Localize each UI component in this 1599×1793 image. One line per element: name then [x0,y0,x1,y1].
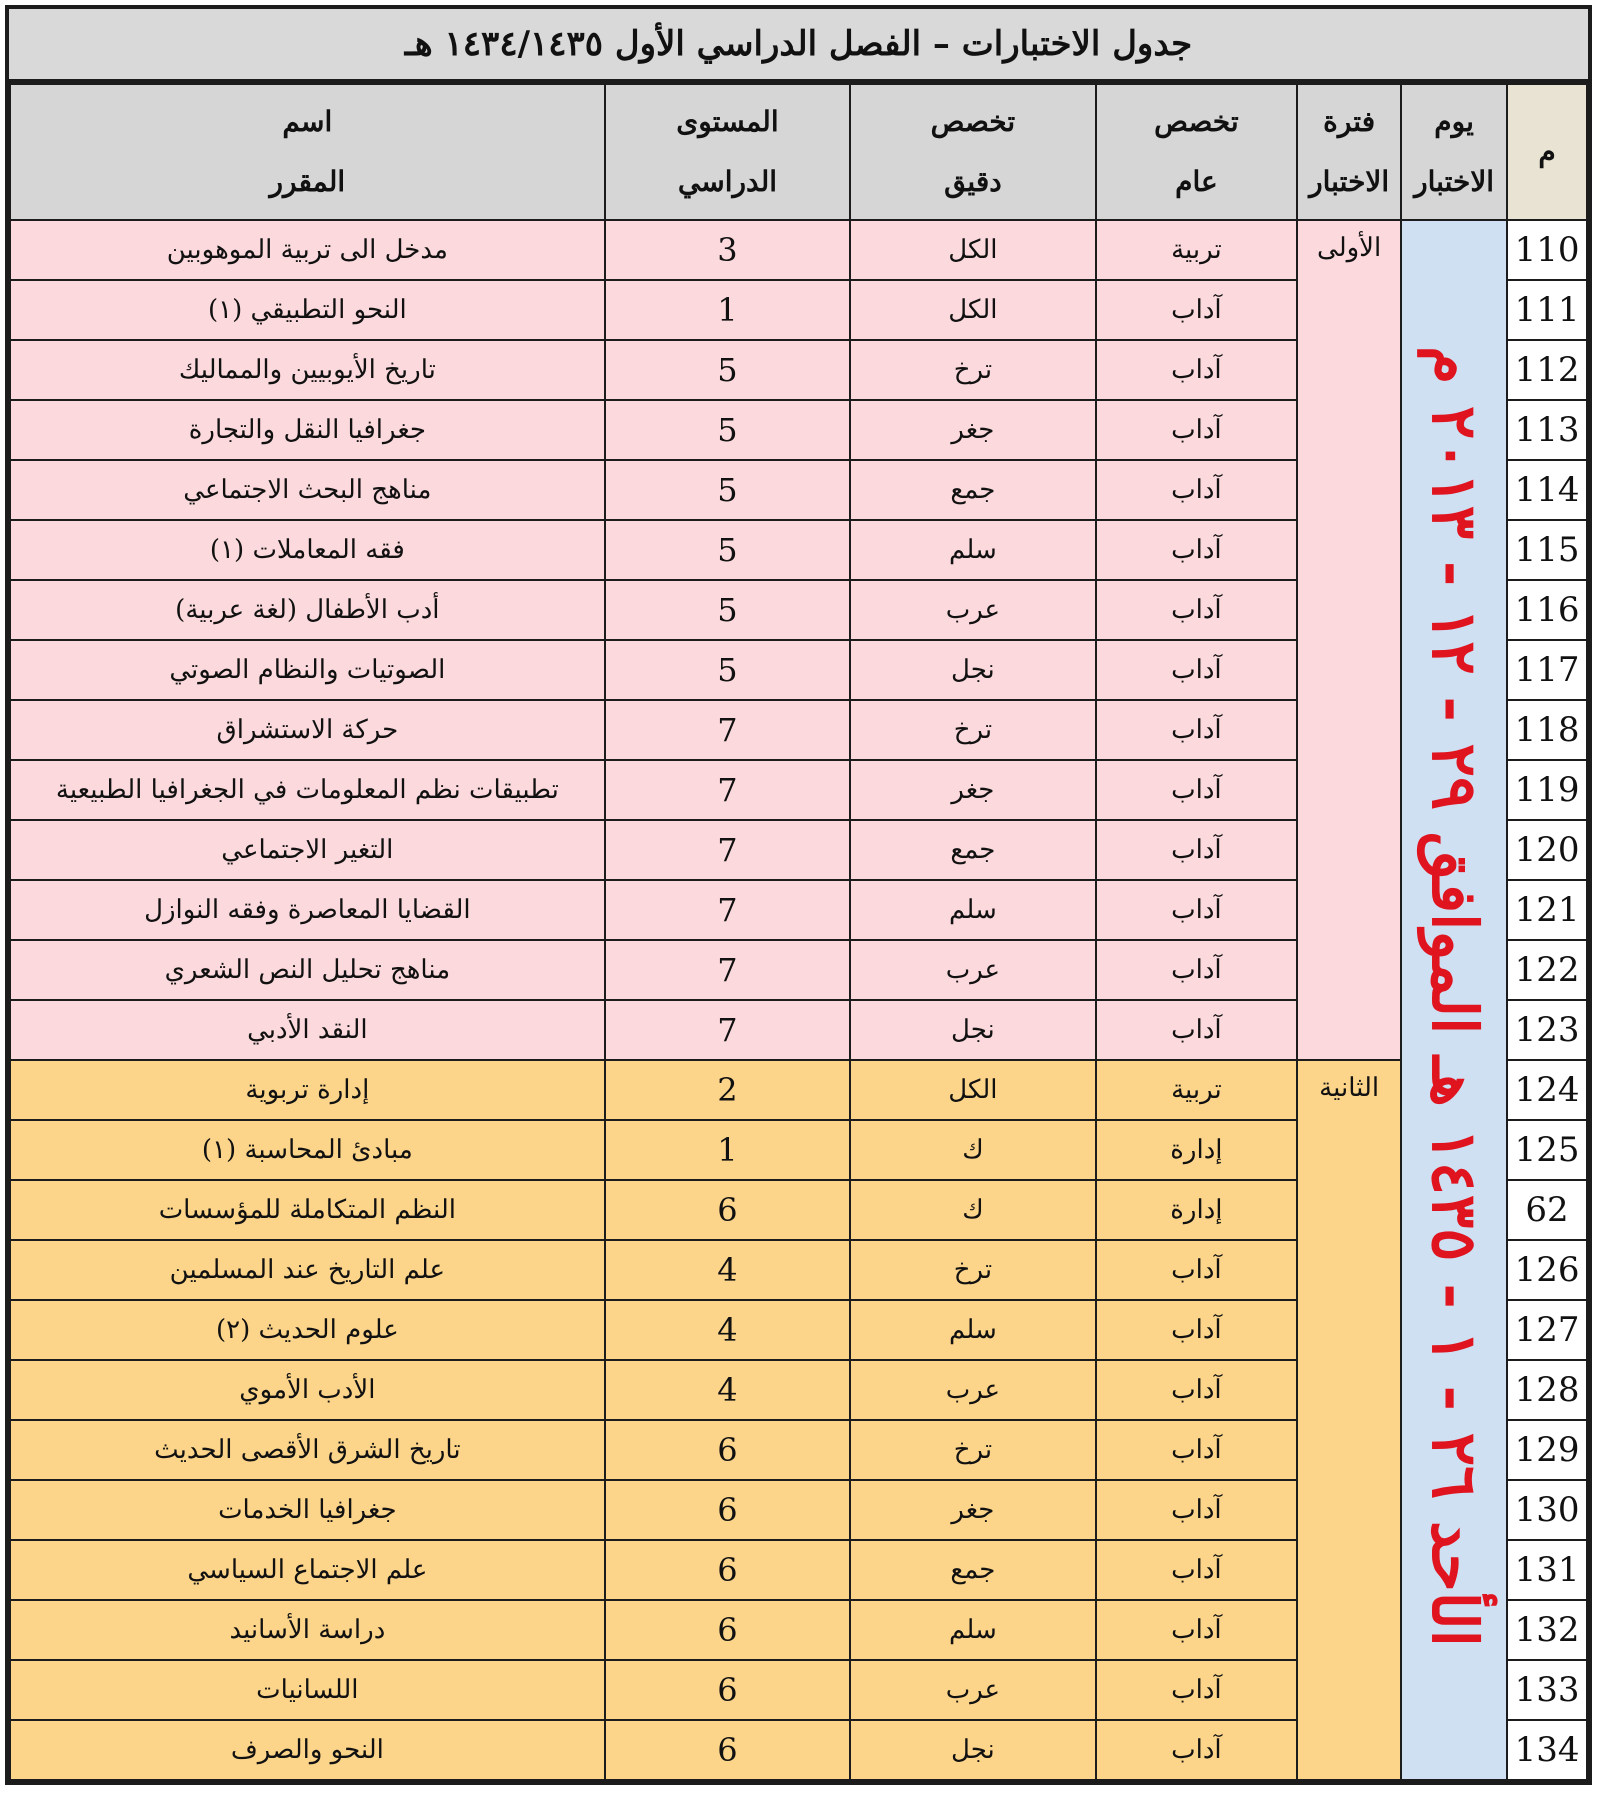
table-row [10,220,1587,280]
general-specialty: آداب [1096,880,1298,940]
row-number: 123 [1507,1000,1587,1060]
general-specialty: آداب [1096,280,1298,340]
specific-specialty: جمع [850,820,1095,880]
row-number: 110 [1507,220,1587,280]
header-num: م [1507,84,1587,220]
exam-day-date: الأحد ٢٦ - ١ - ١٤٣٥ هـ الموافق ٢٩ - ١٢ - ٢٠١٣ م [1418,346,1492,1647]
specific-specialty: ك [850,1120,1095,1180]
row-number: 113 [1507,400,1587,460]
course-name: أدب الأطفال (لغة عربية) [10,580,605,640]
specific-specialty: سلم [850,1300,1095,1360]
row-number: 119 [1507,760,1587,820]
course-name: مبادئ المحاسبة (١) [10,1120,605,1180]
general-specialty: تربية [1096,1060,1298,1120]
row-number: 116 [1507,580,1587,640]
specific-specialty: سلم [850,520,1095,580]
course-name: جغرافيا النقل والتجارة [10,400,605,460]
specific-specialty: جمع [850,1540,1095,1600]
study-level: 4 [605,1240,850,1300]
course-name: القضايا المعاصرة وفقه النوازل [10,880,605,940]
general-specialty: آداب [1096,940,1298,1000]
specific-specialty: جمع [850,460,1095,520]
specific-specialty: الكل [850,220,1095,280]
specific-specialty: عرب [850,1360,1095,1420]
specific-specialty: الكل [850,280,1095,340]
specific-specialty: سلم [850,880,1095,940]
row-number: 128 [1507,1360,1587,1420]
general-specialty: تربية [1096,220,1298,280]
study-level: 7 [605,1000,850,1060]
study-level: 2 [605,1060,850,1120]
course-name: الأدب الأموي [10,1360,605,1420]
study-level: 7 [605,940,850,1000]
study-level: 1 [605,1120,850,1180]
specific-specialty: ترخ [850,340,1095,400]
course-name: دراسة الأسانيد [10,1600,605,1660]
course-name: علوم الحديث (٢) [10,1300,605,1360]
specific-specialty: ك [850,1180,1095,1240]
general-specialty: آداب [1096,460,1298,520]
course-name: حركة الاستشراق [10,700,605,760]
course-name: تطبيقات نظم المعلومات في الجغرافيا الطبيعية [10,760,605,820]
study-level: 4 [605,1300,850,1360]
period-second: الثانية [1297,1060,1401,1780]
specific-specialty: نجل [850,640,1095,700]
course-name: اللسانيات [10,1660,605,1720]
course-name: مدخل الى تربية الموهوبين [10,220,605,280]
general-specialty: آداب [1096,340,1298,400]
specific-specialty: عرب [850,580,1095,640]
row-number: 124 [1507,1060,1587,1120]
study-level: 7 [605,880,850,940]
general-specialty: آداب [1096,1660,1298,1720]
specific-specialty: ترخ [850,700,1095,760]
study-level: 6 [605,1420,850,1480]
specific-specialty: نجل [850,1000,1095,1060]
header-period: فترة الاختبار [1297,84,1401,220]
row-number: 132 [1507,1600,1587,1660]
general-specialty: آداب [1096,1720,1298,1780]
row-number: 62 [1507,1180,1587,1240]
row-number: 117 [1507,640,1587,700]
general-specialty: آداب [1096,700,1298,760]
header-level: المستوى الدراسي [605,84,850,220]
general-specialty: آداب [1096,1420,1298,1480]
row-number: 131 [1507,1540,1587,1600]
course-name: النقد الأدبي [10,1000,605,1060]
row-number: 133 [1507,1660,1587,1720]
exam-day-cell [1401,220,1507,1780]
course-name: علم الاجتماع السياسي [10,1540,605,1600]
course-name: إدارة تربوية [10,1060,605,1120]
course-name: التغير الاجتماعي [10,820,605,880]
study-level: 7 [605,700,850,760]
table-row [10,1060,1587,1120]
specific-specialty: ترخ [850,1240,1095,1300]
study-level: 6 [605,1600,850,1660]
row-number: 112 [1507,340,1587,400]
row-number: 118 [1507,700,1587,760]
row-number: 134 [1507,1720,1587,1780]
specific-specialty: عرب [850,940,1095,1000]
row-number: 114 [1507,460,1587,520]
study-level: 1 [605,280,850,340]
study-level: 5 [605,340,850,400]
course-name: النظم المتكاملة للمؤسسات [10,1180,605,1240]
table-body [10,220,1587,1780]
row-number: 121 [1507,880,1587,940]
study-level: 6 [605,1720,850,1780]
header-specific: تخصص دقيق [850,84,1095,220]
general-specialty: آداب [1096,580,1298,640]
exam-schedule-sheet [5,5,1592,1785]
course-name: مناهج البحث الاجتماعي [10,460,605,520]
course-name: جغرافيا الخدمات [10,1480,605,1540]
study-level: 5 [605,640,850,700]
row-number: 122 [1507,940,1587,1000]
study-level: 5 [605,520,850,580]
row-number: 111 [1507,280,1587,340]
specific-specialty: ترخ [850,1420,1095,1480]
general-specialty: آداب [1096,640,1298,700]
course-name: مناهج تحليل النص الشعري [10,940,605,1000]
specific-specialty: جغر [850,400,1095,460]
study-level: 5 [605,400,850,460]
specific-specialty: عرب [850,1660,1095,1720]
study-level: 6 [605,1180,850,1240]
page-title: جدول الاختبارات – الفصل الدراسي الأول ١٤٣٤/١٤٣٥ هـ [9,9,1588,83]
study-level: 6 [605,1660,850,1720]
general-specialty: آداب [1096,520,1298,580]
general-specialty: آداب [1096,400,1298,460]
course-name: علم التاريخ عند المسلمين [10,1240,605,1300]
header-row [10,84,1587,220]
course-name: النحو التطبيقي (١) [10,280,605,340]
row-number: 115 [1507,520,1587,580]
general-specialty: آداب [1096,1000,1298,1060]
general-specialty: آداب [1096,1360,1298,1420]
course-name: تاريخ الشرق الأقصى الحديث [10,1420,605,1480]
specific-specialty: نجل [850,1720,1095,1780]
row-number: 130 [1507,1480,1587,1540]
period-first: الأولى [1297,220,1401,1060]
course-name: فقه المعاملات (١) [10,520,605,580]
study-level: 7 [605,820,850,880]
general-specialty: آداب [1096,1540,1298,1600]
study-level: 3 [605,220,850,280]
header-day: يوم الاختبار [1401,84,1507,220]
general-specialty: آداب [1096,1300,1298,1360]
course-name: تاريخ الأيوبيين والمماليك [10,340,605,400]
course-name: الصوتيات والنظام الصوتي [10,640,605,700]
study-level: 7 [605,760,850,820]
exam-table [9,83,1588,1781]
general-specialty: إدارة [1096,1180,1298,1240]
general-specialty: آداب [1096,760,1298,820]
study-level: 6 [605,1540,850,1600]
specific-specialty: جغر [850,760,1095,820]
header-general: تخصص عام [1096,84,1298,220]
specific-specialty: الكل [850,1060,1095,1120]
general-specialty: آداب [1096,1240,1298,1300]
general-specialty: آداب [1096,1480,1298,1540]
header-course: اسم المقرر [10,84,605,220]
row-number: 125 [1507,1120,1587,1180]
specific-specialty: جغر [850,1480,1095,1540]
general-specialty: آداب [1096,1600,1298,1660]
general-specialty: إدارة [1096,1120,1298,1180]
general-specialty: آداب [1096,820,1298,880]
study-level: 5 [605,460,850,520]
study-level: 6 [605,1480,850,1540]
study-level: 5 [605,580,850,640]
specific-specialty: سلم [850,1600,1095,1660]
study-level: 4 [605,1360,850,1420]
course-name: النحو والصرف [10,1720,605,1780]
row-number: 126 [1507,1240,1587,1300]
row-number: 120 [1507,820,1587,880]
row-number: 127 [1507,1300,1587,1360]
row-number: 129 [1507,1420,1587,1480]
